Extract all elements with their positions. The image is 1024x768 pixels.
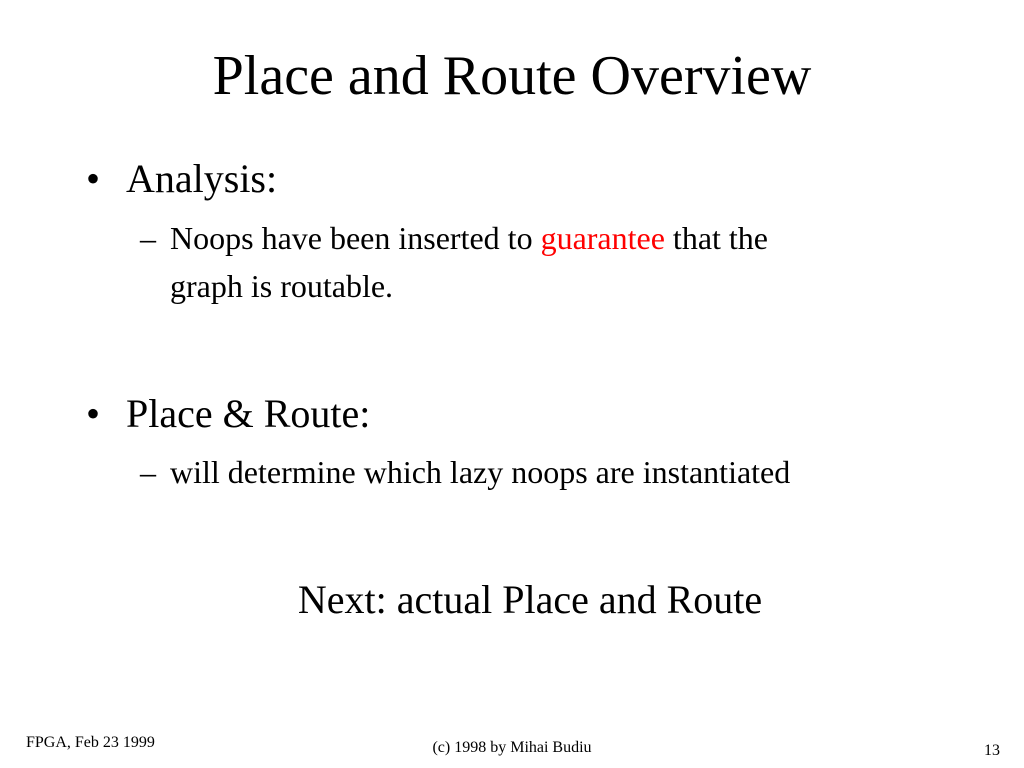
bullet-place-route [86,390,370,438]
sub-bullet-text: will determine which lazy noops are instantiated [170,454,791,490]
page-number: 13 [984,742,1000,759]
sub-bullet-text-before: Noops have been inserted to [170,220,533,256]
sub-bullet-marker: – [140,220,156,256]
sub-bullet-text-after: that the [672,220,768,256]
sub-bullet-noops [140,214,940,310]
slide-title: Place and Route Overview [212,45,812,107]
footer-copyright: (c) 1998 by Mihai Budiu [432,739,592,756]
footer-date: FPGA, Feb 23 1999 [26,734,155,751]
sub-bullet-lazy-noops [140,448,940,496]
conclusion-text: Next: actual Place and Route [297,577,763,622]
bullet-label: Place & Route: [126,391,371,436]
highlight-word: guarantee [540,220,665,256]
bullet-marker: • [86,156,101,201]
sub-bullet-marker: – [140,454,156,490]
sub-bullet-continuation: graph is routable. [170,268,394,304]
bullet-marker: • [86,391,101,436]
bullet-analysis [86,155,277,203]
bullet-label: Analysis: [126,156,278,201]
